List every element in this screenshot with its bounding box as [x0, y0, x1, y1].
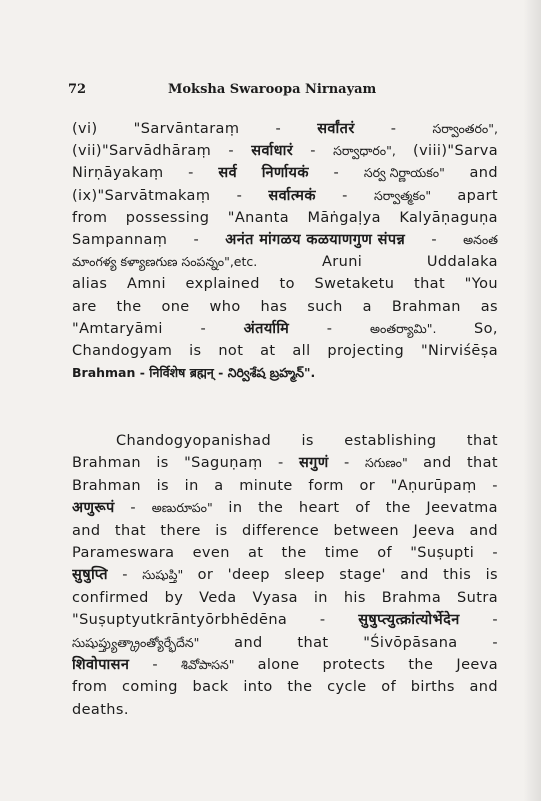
text-word: (vi) — [72, 121, 98, 137]
text-word: is — [485, 567, 498, 584]
text-line — [72, 296, 498, 318]
text-word: or — [197, 567, 214, 584]
text-word: Swetaketu — [314, 276, 395, 293]
text-word: మాంగళ్య కళ్యాణగుణ సంపన్నం",etc. — [72, 254, 258, 270]
text-word: and — [469, 679, 498, 696]
text-word: "Nirviśēṣa — [420, 343, 498, 359]
text-word: as — [480, 298, 498, 315]
text-word: - — [319, 612, 326, 629]
text-word: - — [275, 121, 282, 137]
text-word: Sampannaṃ — [72, 232, 168, 248]
text-word: that — [297, 634, 329, 651]
text-word: and — [234, 634, 263, 651]
text-word: heart — [298, 500, 340, 517]
text-word: - — [492, 612, 498, 629]
text-word: Vyasa — [252, 589, 298, 606]
text-line — [72, 140, 498, 162]
text-word: protects — [322, 657, 386, 673]
text-line — [72, 318, 498, 340]
text-word: Uddalaka — [426, 254, 498, 271]
text-word: to — [279, 276, 295, 293]
text-word: "Suṣupti — [410, 545, 475, 561]
page-number: 72 — [68, 82, 87, 97]
text-word: possessing — [125, 209, 210, 226]
text-word: and — [400, 567, 429, 584]
text-word: in — [313, 589, 328, 606]
text-word: stage' — [339, 567, 386, 584]
text-line — [72, 452, 498, 474]
text-word: minute — [239, 477, 293, 494]
text-line — [72, 185, 498, 207]
text-word: - — [492, 477, 498, 494]
text-word: from — [72, 209, 108, 226]
text-word: and — [72, 522, 101, 539]
text-line — [72, 430, 498, 452]
text-word: सुषुप्ति — [72, 567, 108, 584]
text-word: "You — [464, 276, 498, 293]
text-word: (vii)"Sarvādhāraṃ — [72, 143, 212, 160]
text-word: सर्वांतरं — [317, 121, 355, 137]
text-word: Jeevatma — [426, 500, 498, 517]
text-word: "Śivōpāsana — [363, 634, 458, 651]
text-line — [72, 229, 498, 251]
text-line — [72, 251, 498, 273]
text-word: Amni — [127, 276, 166, 293]
text-word: into — [243, 679, 273, 696]
text-word: సర్వాంతరం", — [432, 121, 498, 136]
text-word: Brahman — [72, 477, 141, 494]
text-line — [72, 118, 498, 140]
text-word: by — [164, 589, 184, 606]
text-word: between — [333, 522, 400, 539]
text-word: or — [359, 477, 376, 494]
text-word: - — [130, 500, 137, 517]
text-word: at — [260, 343, 276, 359]
text-word: is — [215, 522, 228, 539]
text-word: deaths. — [72, 701, 129, 718]
text-word: अणुरूपं — [72, 500, 115, 517]
text-word: सर्वाधारं — [251, 143, 294, 160]
text-word: that — [466, 433, 498, 449]
text-word: are — [72, 298, 97, 315]
text-word: అంతర్యామి". — [370, 320, 437, 336]
text-word: - — [333, 165, 340, 182]
page-header — [68, 82, 498, 102]
text-word: सुषुप्त्युत्क्रांत्योर्भेदेन — [358, 612, 460, 629]
text-word: Māṅgaḷya — [307, 209, 381, 226]
text-word: the — [116, 298, 142, 315]
text-line — [72, 475, 498, 497]
text-line — [72, 520, 498, 542]
text-word: Sutra — [457, 589, 498, 606]
text-word: Brahma — [381, 589, 442, 606]
text-line — [72, 207, 498, 229]
text-word: సర్వాధారం", — [333, 143, 396, 159]
page-edge-shadow — [523, 0, 541, 801]
text-word: शिवोपासन — [72, 657, 130, 673]
text-word: even — [192, 545, 230, 561]
text-word: అనంత — [463, 232, 498, 247]
text-line — [72, 676, 498, 698]
text-word: Brahman — [72, 455, 141, 472]
text-word: - — [390, 121, 397, 137]
text-word: अंतर्यामि — [243, 320, 290, 337]
text-word: - — [228, 143, 235, 160]
text-line — [72, 654, 498, 676]
text-word: - — [326, 320, 333, 337]
text-word: of — [377, 545, 393, 561]
text-word: that — [466, 455, 498, 472]
text-word: cycle — [327, 679, 367, 696]
text-word: alias — [72, 276, 108, 293]
text-word: Aruni — [321, 254, 363, 271]
text-line — [72, 162, 498, 184]
text-word: "Ananta — [227, 209, 290, 226]
text-line — [72, 362, 498, 384]
text-word: "Sarvāntaraṃ — [133, 121, 240, 137]
text-word: సగుణం" — [364, 455, 408, 471]
text-word: Kalyāṇaguṇa — [399, 209, 498, 226]
text-word: Brahman - निर्विशेष ब्रह्मन् - నిర్విశేష బ్రహ్మన్". — [72, 365, 316, 381]
text-word: coming — [122, 679, 178, 696]
text-word: - — [277, 455, 284, 472]
text-word: సుషుప్త్యుత్క్రాంత్యోర్భేదేన" — [72, 634, 200, 650]
text-word: "Saguṇaṃ — [184, 455, 263, 472]
text-word: from — [72, 679, 108, 696]
book-title: Moksha Swaroopa Nirnayam — [168, 82, 377, 97]
text-word: projecting — [327, 343, 405, 359]
text-word: - — [431, 232, 437, 248]
text-word: Brahman — [391, 298, 461, 315]
text-word: - — [122, 567, 128, 584]
text-word: निर्णायकं — [261, 165, 309, 182]
text-line — [72, 587, 498, 609]
text-word: Chandogyopanishad — [116, 433, 272, 449]
text-word: is — [189, 343, 202, 359]
text-word: is — [156, 455, 169, 472]
text-word: at — [247, 545, 264, 561]
text-word: not — [218, 343, 244, 359]
text-word: his — [343, 589, 366, 606]
text-word: - — [310, 143, 316, 160]
text-word: अनंत मांगळय कळयाणगुण संपन्न — [225, 232, 406, 248]
text-word: సర్వాత్మకం" — [373, 187, 432, 203]
text-word: births — [410, 679, 455, 696]
text-word: difference — [242, 522, 320, 539]
text-word: who — [209, 298, 241, 315]
text-word: (viii)"Sarva — [413, 143, 498, 160]
text-word: establishing — [344, 433, 437, 449]
text-word: of — [381, 679, 397, 696]
text-word: శివోపాసన" — [181, 657, 235, 672]
text-line — [72, 699, 498, 721]
text-word: - — [236, 187, 243, 204]
text-line — [72, 497, 498, 519]
text-word: and — [423, 455, 452, 472]
text-word: - — [492, 634, 498, 651]
text-word: - — [343, 455, 350, 472]
text-word: सर्वात्मकं — [268, 187, 316, 204]
text-word: - — [193, 232, 200, 248]
text-word: that — [114, 522, 146, 539]
text-word: - — [492, 545, 498, 561]
text-word: alone — [257, 657, 300, 673]
text-word: Veda — [199, 589, 237, 606]
text-word: apart — [457, 187, 498, 204]
text-line — [72, 564, 498, 586]
text-line — [72, 542, 498, 564]
text-line — [72, 340, 498, 362]
text-word: that — [413, 276, 446, 293]
text-word: explained — [185, 276, 260, 293]
text-word: of — [355, 500, 370, 517]
text-word: back — [192, 679, 229, 696]
text-word: - — [200, 320, 207, 337]
text-word: सगुणं — [298, 455, 329, 472]
text-word: the — [258, 500, 284, 517]
text-word: a — [214, 477, 224, 494]
text-line — [72, 273, 498, 295]
text-line — [72, 609, 498, 631]
text-word: Jeeva — [456, 657, 498, 673]
text-word: a — [362, 298, 372, 315]
text-word: - — [188, 165, 194, 182]
text-word: సర్వ నిర్ణాయకం" — [363, 165, 445, 181]
text-word: all — [292, 343, 311, 359]
text-word: "Suṣuptyutkrāntyōrbhēdēna — [72, 612, 288, 629]
text-word: Parameswara — [72, 545, 175, 561]
text-word: time — [324, 545, 360, 561]
text-word: - — [152, 657, 158, 673]
text-word: the — [408, 657, 434, 673]
text-word: in — [184, 477, 199, 494]
text-word: సుషుప్తి" — [142, 567, 184, 583]
text-word: Jeeva — [413, 522, 456, 539]
text-word: सर्व — [218, 165, 238, 182]
text-word: this — [443, 567, 472, 584]
text-word: "Aṇurūpaṃ — [390, 477, 477, 494]
text-word: sleep — [284, 567, 325, 584]
text-word: form — [308, 477, 344, 494]
text-word: (ix)"Sarvātmakaṃ — [72, 187, 211, 204]
text-word: "Amtaryāmi — [72, 320, 163, 337]
text-word: and — [469, 522, 498, 539]
text-word: has — [260, 298, 288, 315]
text-word: the — [281, 545, 307, 561]
text-word: the — [287, 679, 313, 696]
text-word: confirmed — [72, 589, 149, 606]
text-word: So, — [474, 320, 498, 337]
text-word: Nirṇāyakaṃ — [72, 165, 164, 182]
text-word: the — [385, 500, 411, 517]
text-word: there — [160, 522, 201, 539]
text-word: and — [469, 165, 498, 182]
text-word: అణురూపం" — [151, 500, 213, 516]
text-word: one — [161, 298, 190, 315]
text-word: is — [301, 433, 314, 449]
text-word: - — [342, 187, 348, 204]
text-word: Chandogyam — [72, 343, 173, 359]
text-word: is — [156, 477, 170, 494]
text-word: 'deep — [227, 567, 270, 584]
text-word: in — [228, 500, 243, 517]
text-word: such — [307, 298, 343, 315]
text-line — [72, 632, 498, 654]
